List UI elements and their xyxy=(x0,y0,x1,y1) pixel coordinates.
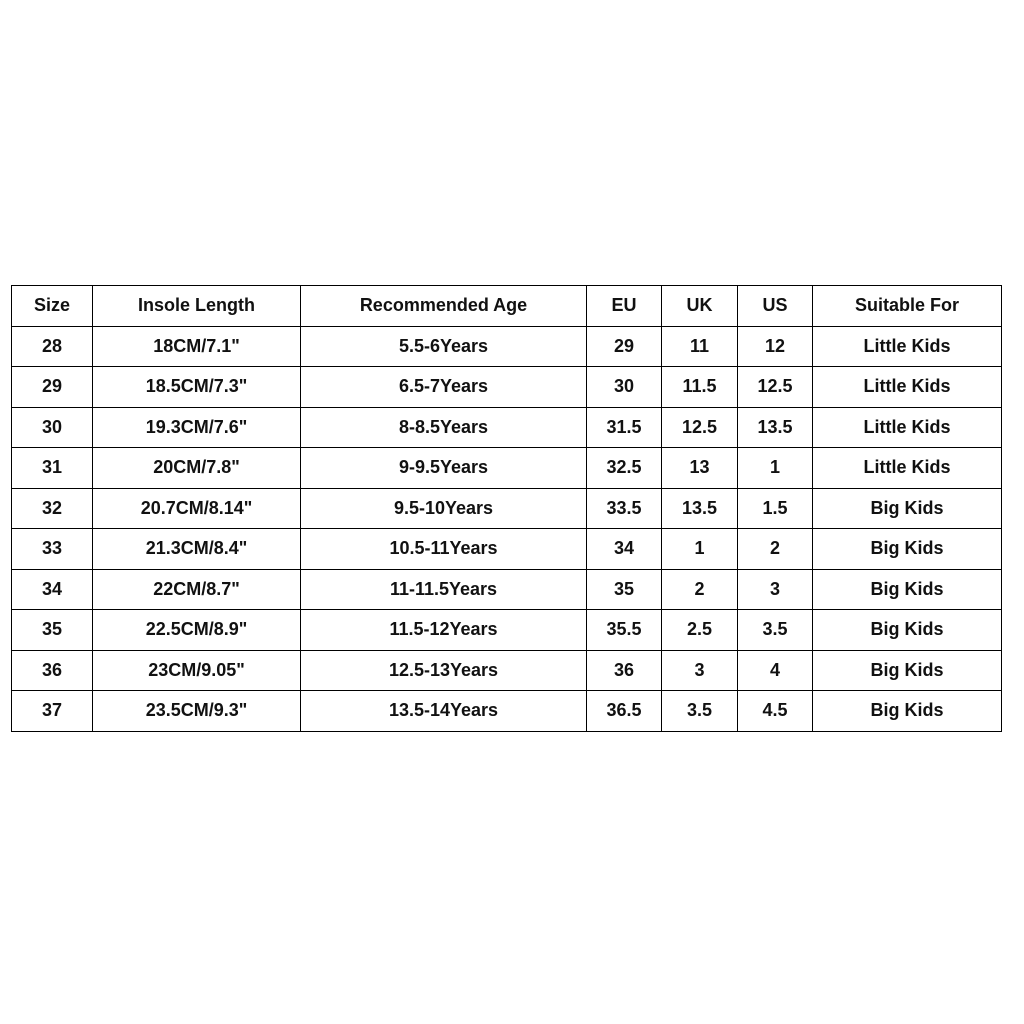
table-row xyxy=(12,610,1002,651)
table-row xyxy=(12,569,1002,610)
cell-suitable-for: Little Kids xyxy=(813,367,1002,408)
cell-recommended-age: 8-8.5Years xyxy=(301,407,587,448)
cell-eu: 36 xyxy=(587,650,662,691)
table-row xyxy=(12,650,1002,691)
cell-uk: 2.5 xyxy=(662,610,738,651)
cell-us: 3.5 xyxy=(738,610,813,651)
header-suitable-for: Suitable For xyxy=(813,286,1002,327)
cell-eu: 36.5 xyxy=(587,691,662,732)
header-size: Size xyxy=(12,286,93,327)
cell-us: 2 xyxy=(738,529,813,570)
cell-insole-length: 18CM/7.1" xyxy=(93,326,301,367)
cell-us: 1 xyxy=(738,448,813,489)
cell-size: 28 xyxy=(12,326,93,367)
cell-us: 12 xyxy=(738,326,813,367)
cell-us: 1.5 xyxy=(738,488,813,529)
cell-us: 4.5 xyxy=(738,691,813,732)
cell-uk: 13 xyxy=(662,448,738,489)
table-row xyxy=(12,448,1002,489)
cell-recommended-age: 5.5-6Years xyxy=(301,326,587,367)
cell-suitable-for: Big Kids xyxy=(813,691,1002,732)
cell-recommended-age: 12.5-13Years xyxy=(301,650,587,691)
table-row xyxy=(12,529,1002,570)
cell-recommended-age: 9-9.5Years xyxy=(301,448,587,489)
table-row xyxy=(12,367,1002,408)
cell-insole-length: 23CM/9.05" xyxy=(93,650,301,691)
cell-size: 32 xyxy=(12,488,93,529)
header-eu: EU xyxy=(587,286,662,327)
cell-us: 13.5 xyxy=(738,407,813,448)
cell-eu: 29 xyxy=(587,326,662,367)
cell-suitable-for: Big Kids xyxy=(813,488,1002,529)
header-us: US xyxy=(738,286,813,327)
cell-uk: 1 xyxy=(662,529,738,570)
cell-insole-length: 19.3CM/7.6" xyxy=(93,407,301,448)
cell-eu: 34 xyxy=(587,529,662,570)
table-row xyxy=(12,488,1002,529)
cell-uk: 2 xyxy=(662,569,738,610)
cell-uk: 13.5 xyxy=(662,488,738,529)
cell-size: 30 xyxy=(12,407,93,448)
cell-recommended-age: 6.5-7Years xyxy=(301,367,587,408)
cell-suitable-for: Big Kids xyxy=(813,569,1002,610)
cell-recommended-age: 10.5-11Years xyxy=(301,529,587,570)
cell-uk: 11.5 xyxy=(662,367,738,408)
cell-recommended-age: 13.5-14Years xyxy=(301,691,587,732)
cell-suitable-for: Little Kids xyxy=(813,448,1002,489)
cell-size: 37 xyxy=(12,691,93,732)
cell-uk: 12.5 xyxy=(662,407,738,448)
table-header-row xyxy=(12,286,1002,327)
cell-insole-length: 20.7CM/8.14" xyxy=(93,488,301,529)
table-row xyxy=(12,691,1002,732)
cell-recommended-age: 11.5-12Years xyxy=(301,610,587,651)
cell-size: 29 xyxy=(12,367,93,408)
cell-suitable-for: Big Kids xyxy=(813,529,1002,570)
cell-insole-length: 23.5CM/9.3" xyxy=(93,691,301,732)
cell-size: 34 xyxy=(12,569,93,610)
cell-us: 12.5 xyxy=(738,367,813,408)
table-row xyxy=(12,326,1002,367)
size-chart-table xyxy=(11,285,1002,732)
cell-insole-length: 22.5CM/8.9" xyxy=(93,610,301,651)
cell-suitable-for: Little Kids xyxy=(813,407,1002,448)
cell-us: 4 xyxy=(738,650,813,691)
cell-insole-length: 18.5CM/7.3" xyxy=(93,367,301,408)
cell-size: 35 xyxy=(12,610,93,651)
cell-eu: 33.5 xyxy=(587,488,662,529)
cell-size: 31 xyxy=(12,448,93,489)
cell-recommended-age: 11-11.5Years xyxy=(301,569,587,610)
cell-us: 3 xyxy=(738,569,813,610)
cell-insole-length: 21.3CM/8.4" xyxy=(93,529,301,570)
cell-insole-length: 20CM/7.8" xyxy=(93,448,301,489)
cell-suitable-for: Little Kids xyxy=(813,326,1002,367)
cell-size: 33 xyxy=(12,529,93,570)
header-insole-length: Insole Length xyxy=(93,286,301,327)
cell-uk: 11 xyxy=(662,326,738,367)
cell-eu: 35 xyxy=(587,569,662,610)
cell-uk: 3 xyxy=(662,650,738,691)
header-uk: UK xyxy=(662,286,738,327)
table-row xyxy=(12,407,1002,448)
cell-eu: 32.5 xyxy=(587,448,662,489)
cell-eu: 35.5 xyxy=(587,610,662,651)
cell-uk: 3.5 xyxy=(662,691,738,732)
header-recommended-age: Recommended Age xyxy=(301,286,587,327)
cell-eu: 30 xyxy=(587,367,662,408)
cell-eu: 31.5 xyxy=(587,407,662,448)
cell-suitable-for: Big Kids xyxy=(813,650,1002,691)
cell-suitable-for: Big Kids xyxy=(813,610,1002,651)
cell-insole-length: 22CM/8.7" xyxy=(93,569,301,610)
cell-recommended-age: 9.5-10Years xyxy=(301,488,587,529)
cell-size: 36 xyxy=(12,650,93,691)
